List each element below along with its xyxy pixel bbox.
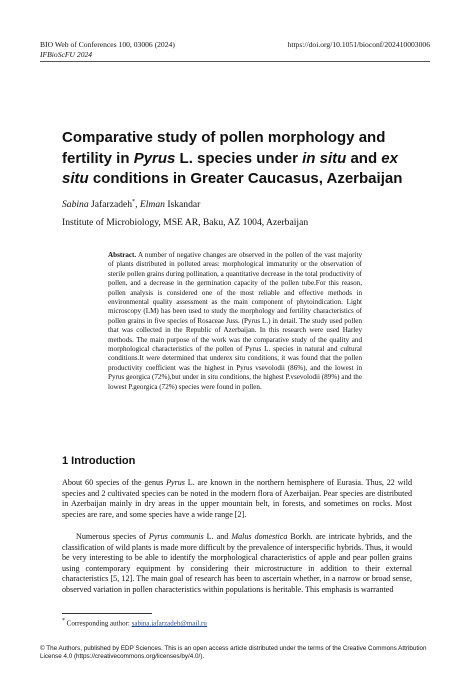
abstract-text: A number of negative changes are observed in the pollen of the vast majority of plants distributed in polluted areas: morphological immaturity or the observation of sterile pollen grains during pollination, a quantitative decrease in the total productivity of pollen, and a decrease in the germination capacity of the pollen tube.For this reason, pollen analysis is considered one of the most reliable and effective methods in environmental quality assessment as the main component of phytoindication. Light microscopy (LM) has been used to study the morphology and fertility characteristics of pollen grains in five species of Rosaceae Juss. (Pyrus L.) in detail. The study used pollen that was collected in the Republic of Azerbaijan. In this research were used Harley methods. The main purpose of the work was the comparative study of the quality and morphological characteristics of the pollen of Pyrus L. species in natural and cultural conditions.It were determined that underex situ conditions, it was found that the pollen productivity coefficient was the highest in Pyrus vsevolodii (86%), and the lowest in Pyrus georgica (72%),but under in situ conditions, the highest P.vsevolodii (89%) and the lowest P.georgica (72%) species were found in pollen. xyxy=(108,251,362,391)
author-last-name: Jafarzadeh xyxy=(88,199,133,211)
footnote: * Corresponding author: sabina.jafarzadeh@mail.ru xyxy=(62,618,207,628)
author-first-name: Elman xyxy=(139,199,165,211)
corresponding-marker: * xyxy=(132,199,136,205)
abstract-label: Abstract. xyxy=(108,251,137,259)
footnote-rule xyxy=(62,613,152,614)
author-list: Sabina Jafarzadeh*, Elman Iskandar xyxy=(62,199,201,211)
header-rule xyxy=(40,61,430,62)
author-email-link[interactable]: sabina.jafarzadeh@mail.ru xyxy=(131,619,207,628)
affiliation: Institute of Microbiology, MSE AR, Baku, AZ 1004, Azerbaijan xyxy=(62,217,309,228)
paper-title: Comparative study of pollen morphology and fertility in Pyrus L. species under in situ and ex situ conditions in Greater Caucasus, Azerbaijan xyxy=(62,129,403,187)
conference-name: IFBioScFU 2024 xyxy=(40,50,93,59)
doi-link[interactable]: https://doi.org/10.1051/bioconf/202410003006 xyxy=(287,40,430,49)
license-footer: © The Authors, published by EDP Sciences. This is an open access article distributed under the terms of the Creative Commons Attribution License 4.0 (https://creativecommons.org/licenses/by/4.0/). xyxy=(40,645,427,660)
section-heading: 1 Introduction xyxy=(62,455,136,467)
author-last-name: Iskandar xyxy=(164,199,201,211)
paragraph: About 60 species of the genus Pyrus L. are known in the northern hemisphere of Eurasia. Thus, 22 wild species and 2 cultivated species can be noted in the modern flora of Azerbaijan. Pear species are distributed in Azerbaijan mainly in dry areas in the upper mountain belt, in forests, and sometimes on rocks. Most species are rare, and some species have a wide range [2]. xyxy=(62,478,413,519)
abstract xyxy=(108,251,362,392)
paragraph: Numerous species of Pyrus communis L. and Malus domestica Borkh. are intricate hybrids, and the classification of wild plants is made more difficult by the prevalence of interspecific hybrids. Thus, it would be very interesting to be able to identify the morphological characteristics of apple and pear pollen grains using contemporary equipment by considering their microstructure in addition to their external characteristics [5, 12]. The main goal of research has been to ascertain whether, in a narrow or broad sense, observed variation in pollen characteristics within populations is heritable. This emphasis is warranted xyxy=(62,532,413,594)
journal-citation: BIO Web of Conferences 100, 03006 (2024) xyxy=(40,40,175,49)
author-first-name: Sabina xyxy=(62,199,89,211)
